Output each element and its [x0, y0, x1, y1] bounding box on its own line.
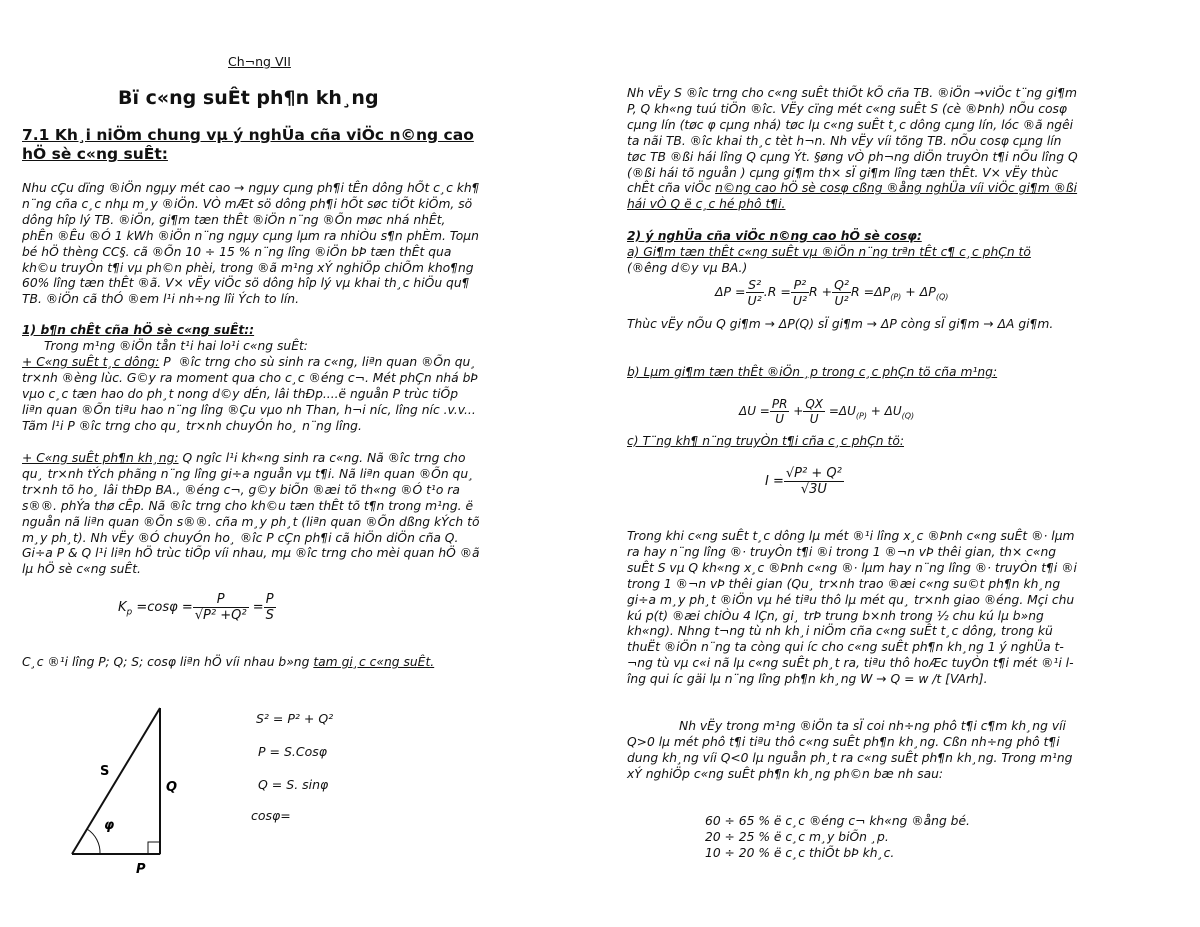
dp-d2: U² — [792, 293, 807, 308]
dp-frac-3 — [832, 277, 851, 308]
i-den: √3U — [800, 482, 827, 497]
dp-r4: + ΔP — [901, 284, 936, 299]
current-formula — [765, 466, 844, 497]
du-d1: U — [775, 412, 785, 426]
kp-den2: S — [265, 608, 274, 623]
active-power-paragraph — [22, 355, 480, 435]
i-lhs: I = — [765, 474, 784, 489]
kp-num1: P — [193, 592, 249, 608]
kp-sub: p — [126, 607, 133, 618]
kp-den1: √P² +Q² — [194, 608, 247, 623]
kp-num2: P — [264, 592, 276, 608]
right-paragraph-1 — [627, 86, 1079, 213]
dp-n2: P² — [791, 277, 809, 293]
dp-r1: .R = — [763, 284, 791, 299]
relation-paragraph — [22, 655, 480, 671]
dp-frac-1 — [746, 277, 764, 308]
item-a-sub: (®êng d©y vµ BA.) — [627, 261, 748, 275]
du-frac-2 — [803, 397, 825, 426]
dp-n1: S² — [746, 277, 764, 293]
dp-frac-2 — [791, 277, 809, 308]
right-para1-underlined: n©ng cao hÖ sè cosφ cßng ®ång nghÜa víi viÖc gi¶m ®ßi hái vÒ Q ë c¸c hé phô t¶i. — [627, 181, 1078, 212]
eq-q: Q = S. sinφ — [258, 777, 329, 792]
du-n1: PR — [771, 397, 788, 411]
chapter-label: Ch¬ng VII — [228, 54, 291, 69]
tri-label-p: P — [136, 862, 146, 877]
distribution-item-2: 20 ÷ 25 % ë c¸c m¸y biÕn ¸p. — [705, 830, 889, 844]
intro-paragraph: Nhu cÇu dïng ®iÖn ngµy mét cao → ngµy cµng ph¶i tÊn dông hÕt c¸c kh¶ n¨ng cña c¸c nhµ m¸y ®iÖn. VÒ mÆt sö dông ph¶i hÕt søc tiÕt kiÖm, sö dông hîp lý TB. ®iÖn, gi¶m tæn thÊt ®iÖn n¨ng ®Õn møc nhá nhÊt, phÊn ®Êu ®Ó 1 kWh ®iÖn n¨ng ngµy cµng lµm ra nhiÒu s¶n phÈm. Toµn bé hÖ thèng CC§. cã ®Õn 10 ÷ 15 % n¨ng lîng ®iÖn bÞ tæn thÊt qua kh©u truyÒn t¶i vµ ph©n phèi, trong ®ã m¹ng xÝ nghiÖp chiÕm kho¶ng 60% lîng tæn thÊt ®ã. V× vËy viÖc sö dông hîp lý vµ khai th¸c hiÖu qu¶ TB. ®iÖn cã thÓ ®em l¹i nh÷ng lîi Ých to lín. — [22, 181, 480, 307]
du-s1: (P) — [855, 411, 867, 421]
nature-heading: 1) b¶n chÊt cña hÖ sè c«ng suÊt:: — [22, 323, 255, 337]
tri-label-q: Q — [166, 780, 178, 795]
relation-text: C¸c ®¹i lîng P; Q; S; cosφ liªn hÖ víi nhau b»ng — [22, 655, 310, 669]
du-d2: U — [809, 412, 819, 426]
delta-p-explanation: Thùc vËy nÕu Q gi¶m → ΔP(Q) sÏ gi¶m → ΔP còng sÏ gi¶m → ΔA gi¶m. — [627, 317, 1054, 331]
kp-mid: =cosφ = — [132, 600, 193, 615]
right-paragraph-2: Trong khi c«ng suÊt t¸c dông lµ mét ®¹i lîng x¸c ®Þnh c«ng suÊt ®· lµm ra hay n¨ng lîng ®· truyÒn t¶i ®i trong 1 ®¬n vÞ thêi gian, th× c«ng suÊt S vµ Q kh«ng x¸c ®Þnh c«ng ®· lµm hay n¨ng lîng ®· truyÒn t¶i ®i trong 1 ®¬n vÞ thêi gian (Qu¸ tr×nh trao ®æi c«ng su©t ph¶n kh¸ng gi÷a m¸y ph¸t ®iÖn vµ hé tiªu thô lµ mét qu¸ tr×nh giao ®éng. Mçi chu kú p(t) ®æi chiÒu 4 lÇn, gi¸ trÞ trung b×nh trong ½ chu kú lµ b»ng kh«ng). Nhng t¬ng tù nh kh¸i niÖm cña c«ng suÊt t¸c dông, trong kü thuËt ®iÖn n¨ng ta còng qui íc cho c«ng suÊt ph¶n kh¸ng 1 ý nghÜa t¬ng tù vµ c«i nã lµ c«ng suÊt ph¸t ra, tiªu thô hoÆc tuyÒn t¶i mét ®¹i lîng qui íc gäi lµ n¨ng lîng ph¶n kh¸ng W → Q = w /t [VArh]. — [627, 529, 1077, 687]
distribution-item-1: 60 ÷ 65 % ë c¸c ®éng c¬ kh«ng ®ång bé. — [705, 814, 970, 828]
nature-intro: Trong m¹ng ®iÖn tån t¹i hai lo¹i c«ng suÊt: — [44, 339, 308, 353]
triangle-hypotenuse — [72, 708, 160, 854]
right-angle-mark — [148, 842, 160, 854]
du-s2: (Q) — [901, 411, 915, 421]
kp-eq: = — [248, 600, 264, 615]
i-num: √P² + Q² — [785, 466, 842, 481]
tri-label-s: S — [100, 764, 110, 779]
tri-label-phi: φ — [104, 818, 115, 833]
reactive-power-paragraph — [22, 451, 480, 578]
dp-s1: (P) — [890, 292, 902, 302]
dp-d1: U² — [747, 293, 762, 308]
kp-fraction-2 — [264, 592, 276, 623]
eq-p: P = S.Cosφ — [258, 744, 328, 759]
du-n2: QX — [805, 397, 823, 411]
relation-link: tam gi¸c c«ng suÊt. — [313, 655, 435, 669]
kp-formula — [118, 592, 276, 623]
du-r2: + ΔU — [866, 404, 902, 418]
dp-r3: R =ΔP — [851, 284, 891, 299]
right-para1-plain: Nh vËy S ®îc trng cho c«ng suÊt thiÕt kÕ cña TB. ®iÖn →viÖc t¨ng gi¶m P, Q kh«ng tuú tiÖn ®îc. VËy cïng mét c«ng suÊt S (cè ®Þnh) nÕu cosφ cµng lín (tøc φ cµng nhá) tøc lµ c«ng suÊt t¸c dông cµng lín, lóc ®ã ngêi ta nãi TB. ®îc khai th¸c tèt h¬n. Nh vËy víi tõng TB. nÕu cosφ cµng lín tøc TB ®ßi hái lîng Q cµng Ýt. §øng vÒ ph¬ng diÖn truyÒn t¶i nÕu lîng Q (®ßi hái tõ nguån ) cµng gi¶m th× sÏ gi¶m lîng tæn thÊt. V× vËy thùc chÊt cña viÖc — [627, 86, 1078, 196]
reactive-power-label: + C«ng suÊt ph¶n kh¸ng: — [22, 451, 179, 465]
dp-n3: Q² — [834, 277, 849, 292]
du-r: =ΔU — [825, 404, 856, 418]
kp-lhs: K — [118, 600, 127, 615]
item-b-label: b) Lµm gi¶m tæn thÊt ®iÖn ¸p trong c¸c phÇn tö cña m¹ng: — [627, 365, 998, 379]
right-paragraph-3: Nh vËy trong m¹ng ®iÖn ta sÏ coi nh÷ng phô t¶i c¶m kh¸ng víi Q>0 lµ mét phô t¶i tiªu thô c«ng suÊt ph¶n kh¸ng. Cßn nh÷ng phô t¶i dung kh¸ng víi Q<0 lµ nguån ph¸t ra c«ng suÊt ph¶n kh¸ng. Trong m¹ng xÝ nghiÖp c«ng suÊt ph¶n kh¸ng ph©n bæ nh sau: — [627, 719, 1073, 781]
distribution-item-3: 10 ÷ 20 % ë c¸c thiÕt bÞ kh¸c. — [705, 846, 895, 860]
du-plus: + — [789, 404, 804, 418]
dp-lhs: ΔP = — [715, 284, 746, 299]
reactive-power-text: Q ngîc l¹i kh«ng sinh ra c«ng. Nã ®îc trng cho qu¸ tr×nh tÝch phãng n¨ng lîng gi÷a nguån vµ t¶i. Nã liªn quan ®Õn qu¸ tr×nh tõ ho¸ lâi thÐp BA., ®éng c¬, g©y biÕn ®æi tõ th«ng ®Ó t¹o ra s®®. phÝa thø cÊp. Nã ®îc trng cho kh©u tæn thÊt tõ t¶n trong m¹ng. ë nguån nã liªn quan ®Õn s®®. cña m¸y ph¸t (liªn quan ®Õn dßng kÝch tõ m¸y ph¸t). Nh vËy ®Ó chuyÓn ho¸ ®îc P cÇn ph¶i cã hiÖn diÖn cña Q. Gi÷a P & Q l¹i liªn hÖ trùc tiÕp víi nhau, mµ ®îc trng cho mèi quan hÖ ®ã lµ hÖ sè c«ng suÊt. — [22, 451, 480, 577]
angle-arc — [87, 829, 100, 854]
active-power-label: + C«ng suÊt t¸c dông: — [22, 355, 160, 369]
dp-r2: R + — [809, 284, 833, 299]
section-heading: 7.1 Kh¸i niÖm chung vµ ý nghÜa cña viÖc n©ng cao hÖ sè c«ng suÊt: — [22, 126, 474, 163]
item-a-label: a) Gi¶m tæn thÊt c«ng suÊt vµ ®iÖn n¨ng trªn tÊt c¶ c¸c phÇn tö — [627, 245, 1031, 259]
significance-heading: 2) ý nghÜa cña viÖc n©ng cao hÖ sè cosφ: — [627, 229, 922, 243]
dp-d3: U² — [834, 293, 849, 308]
i-frac — [784, 466, 844, 497]
page-title: Bï c«ng suÊt ph¶n kh¸ng — [118, 87, 379, 109]
power-triangle — [62, 700, 202, 880]
kp-fraction-1 — [193, 592, 249, 623]
du-lhs: ΔU = — [739, 404, 770, 418]
du-frac-1 — [770, 397, 790, 426]
dp-s2: (Q) — [935, 292, 949, 302]
delta-u-formula — [739, 397, 914, 426]
active-power-text: P ®îc trng cho sù sinh ra c«ng, liªn quan ®Õn qu¸ tr×nh ®èng lùc. G©y ra moment qua cho c¸c ®éng c¬. Mét phÇn nhá bÞ vµo c¸c tæn hao do ph¸t nong d©y dÉn, lâi thÐp....ë nguån P trùc tiÕp liªn quan ®Õn tiªu hao n¨ng lîng ®Çu vµo nh Than, h¬i níc, lîng níc .v.v... Tãm l¹i P ®îc trng cho qu¸ tr×nh chuyÓn ho¸ n¨ng lîng. — [22, 355, 478, 433]
eq-cos: cosφ= — [251, 808, 291, 823]
delta-p-formula — [715, 277, 948, 308]
item-c-label: c) T¨ng kh¶ n¨ng truyÒn t¶i cña c¸c phÇn tö: — [627, 434, 904, 448]
eq-s-squared: S² = P² + Q² — [256, 711, 334, 726]
